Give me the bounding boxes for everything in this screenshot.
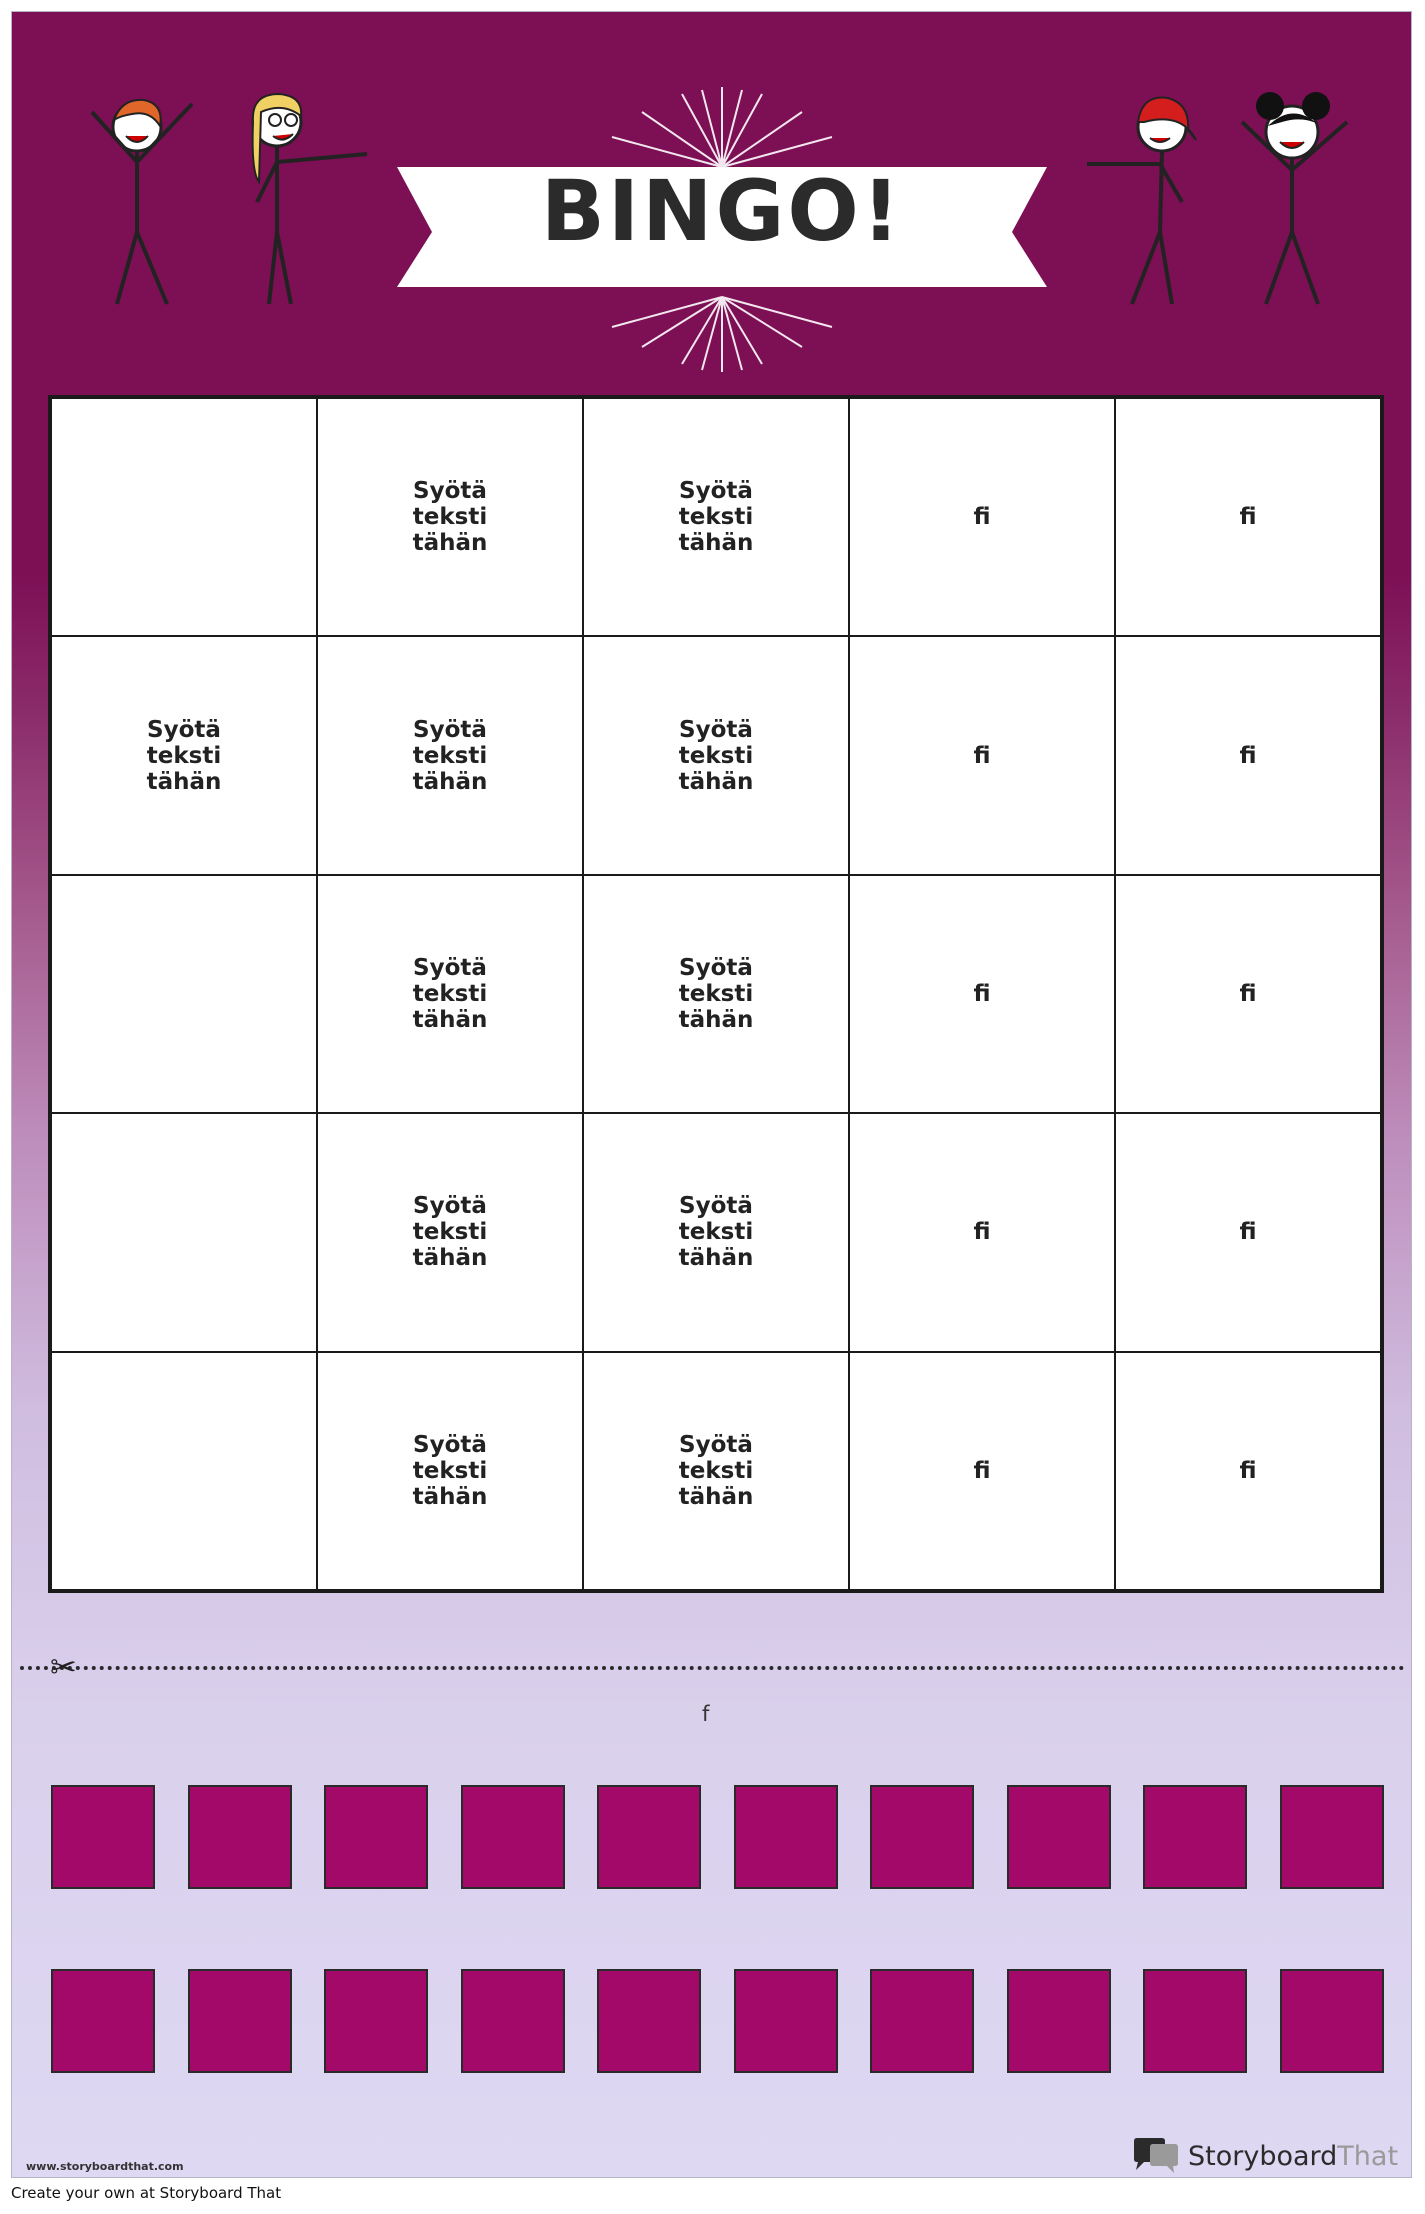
- stick-figure-cheering: [72, 82, 222, 322]
- bingo-cell[interactable]: Syötä teksti tähän: [317, 1352, 583, 1590]
- bingo-cell[interactable]: [51, 1113, 317, 1351]
- bingo-cell[interactable]: Syötä teksti tähän: [317, 398, 583, 636]
- bingo-chip[interactable]: [870, 1969, 974, 2073]
- logo-story: Storyboard: [1188, 2140, 1338, 2172]
- bingo-chip[interactable]: [51, 1785, 155, 1889]
- bingo-cell[interactable]: fi: [1115, 398, 1381, 636]
- bingo-chip[interactable]: [188, 1969, 292, 2073]
- footer-text: Create your own at Storyboard That: [11, 2184, 282, 2202]
- bingo-cell[interactable]: [51, 398, 317, 636]
- header: [12, 12, 1412, 392]
- bingo-chip[interactable]: [597, 1785, 701, 1889]
- bingo-cell[interactable]: Syötä teksti tähän: [583, 1113, 849, 1351]
- bingo-cell[interactable]: fi: [1115, 1113, 1381, 1351]
- bingo-chip[interactable]: [1007, 1969, 1111, 2073]
- bingo-cell[interactable]: fi: [1115, 875, 1381, 1113]
- bingo-chip[interactable]: [597, 1969, 701, 2073]
- bingo-cell[interactable]: fi: [849, 875, 1115, 1113]
- bingo-chip[interactable]: [870, 1785, 974, 1889]
- bingo-cell[interactable]: Syötä teksti tähän: [583, 875, 849, 1113]
- bingo-chip[interactable]: [1280, 1785, 1384, 1889]
- bingo-chip[interactable]: [1143, 1969, 1247, 2073]
- page-title: BINGO!: [540, 162, 904, 260]
- bingo-chip[interactable]: [1007, 1785, 1111, 1889]
- stick-figure-laughing: [1222, 82, 1372, 322]
- stick-figure-pointing: [217, 82, 387, 322]
- bingo-cell[interactable]: fi: [1115, 1352, 1381, 1590]
- bingo-cell[interactable]: [51, 1352, 317, 1590]
- bingo-chip[interactable]: [734, 1969, 838, 2073]
- bingo-chip[interactable]: [1280, 1969, 1384, 2073]
- cut-line: [20, 1666, 1405, 1670]
- bingo-cell[interactable]: [51, 875, 317, 1113]
- cutout-label: f: [702, 1702, 710, 1726]
- bingo-chip[interactable]: [734, 1785, 838, 1889]
- bingo-cell[interactable]: Syötä teksti tähän: [583, 398, 849, 636]
- bingo-chip[interactable]: [461, 1785, 565, 1889]
- scissors-icon: ✂: [50, 1648, 77, 1686]
- bingo-chip[interactable]: [461, 1969, 565, 2073]
- chip-row: [51, 1969, 1391, 2075]
- bingo-chip[interactable]: [324, 1969, 428, 2073]
- bingo-cell[interactable]: Syötä teksti tähän: [583, 1352, 849, 1590]
- bingo-poster: [11, 11, 1412, 2178]
- bingo-cell[interactable]: fi: [849, 1352, 1115, 1590]
- bingo-cell[interactable]: Syötä teksti tähän: [317, 875, 583, 1113]
- bingo-chip[interactable]: [51, 1969, 155, 2073]
- bingo-grid: [48, 395, 1384, 1593]
- bingo-chip[interactable]: [1143, 1785, 1247, 1889]
- stick-figure-cap: [1072, 82, 1222, 322]
- bingo-cell[interactable]: Syötä teksti tähän: [317, 636, 583, 874]
- logo-that: That: [1337, 2140, 1399, 2172]
- bingo-cell[interactable]: Syötä teksti tähän: [317, 1113, 583, 1351]
- storyboardthat-logo: [1132, 2134, 1398, 2178]
- bingo-chip[interactable]: [188, 1785, 292, 1889]
- bingo-chip[interactable]: [324, 1785, 428, 1889]
- logo-text: [1188, 2141, 1398, 2172]
- bingo-cell[interactable]: fi: [849, 398, 1115, 636]
- bingo-cell[interactable]: fi: [1115, 636, 1381, 874]
- chip-row: [51, 1785, 1391, 1891]
- bingo-cell[interactable]: Syötä teksti tähän: [583, 636, 849, 874]
- site-url: www.storyboardthat.com: [26, 2160, 184, 2173]
- bingo-cell[interactable]: fi: [849, 636, 1115, 874]
- speech-bubble-icon: [1132, 2137, 1180, 2175]
- bingo-cell[interactable]: Syötä teksti tähän: [51, 636, 317, 874]
- bingo-cell[interactable]: fi: [849, 1113, 1115, 1351]
